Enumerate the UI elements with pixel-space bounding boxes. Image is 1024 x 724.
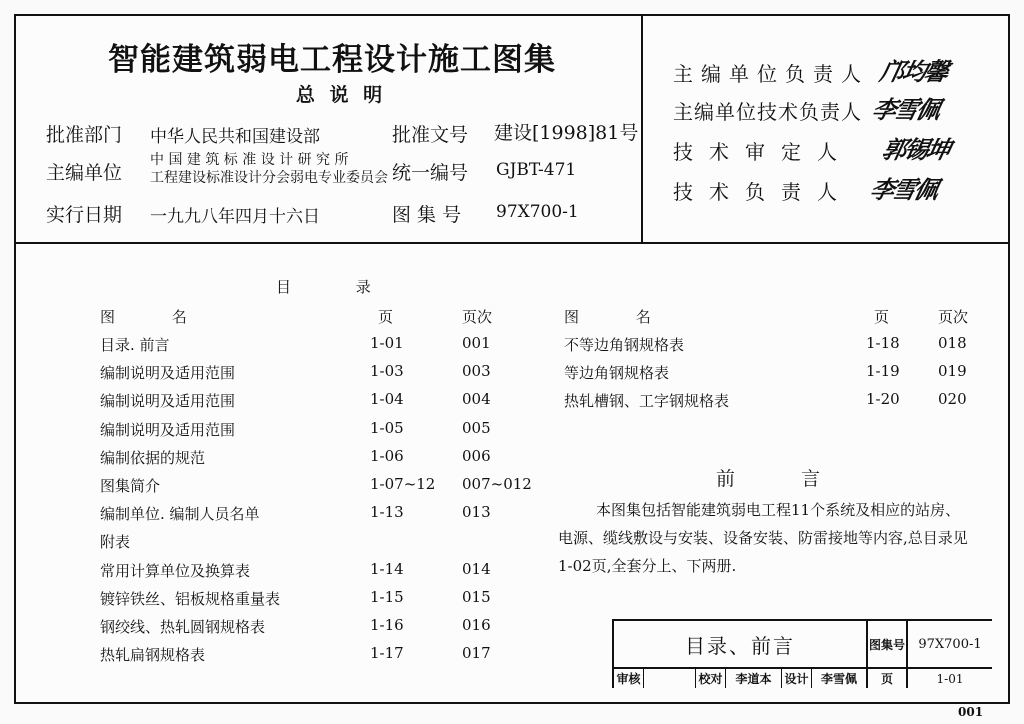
signature: 郭锡坤 <box>879 135 952 164</box>
toc-entry-name: 不等边角钢规格表 <box>564 336 685 354</box>
title-block <box>612 619 992 688</box>
signature: 李雪佩 <box>867 175 940 204</box>
toc-entry-page: 1-03 <box>370 362 404 381</box>
effective-date-label: 实行日期 <box>46 204 123 226</box>
toc-col-name: 图 名 <box>564 308 677 326</box>
toc-entry-page-no: 020 <box>938 390 967 409</box>
toc-entry-page: 1-15 <box>370 587 404 606</box>
toc-entry-page: 1-18 <box>866 334 900 352</box>
toc-entry-page: 1-01 <box>370 334 404 352</box>
toc-list-right <box>564 332 994 417</box>
toc-entry-page-no: 005 <box>462 418 491 437</box>
toc-entry <box>100 586 560 614</box>
toc-entry <box>100 417 560 445</box>
toc-entry-name: 镀锌铁丝、铝板规格重量表 <box>100 589 281 608</box>
header <box>16 16 1008 244</box>
toc-entry <box>564 332 994 360</box>
toc-heading: 目 录 <box>276 278 401 296</box>
toc-entry <box>100 558 560 586</box>
checker: 李道本 <box>726 669 782 688</box>
signatory-role: 主编单位负责人 <box>673 62 869 86</box>
toc-entry-name: 图集简介 <box>100 476 161 495</box>
toc-entry <box>100 642 560 670</box>
toc-entry-name: 等边角钢规格表 <box>564 364 670 383</box>
toc-entry <box>100 388 560 416</box>
toc-entry-page-no: 001 <box>462 334 491 352</box>
toc-entry-page-no: 013 <box>462 503 491 522</box>
atlas-no-value: 97X700-1 <box>496 202 579 222</box>
toc-entry-page-no: 016 <box>462 615 491 634</box>
toc-entry-page: 1-16 <box>370 615 404 634</box>
chief-unit-value-line1: 中 国 建 筑 标 准 设 计 研 究 所 <box>150 152 349 168</box>
approval-dept-value: 中华人民共和国建设部 <box>150 127 320 147</box>
toc-col-page-no: 页次 <box>938 308 969 326</box>
toc-list-left <box>100 332 560 670</box>
chief-unit-label: 主编单位 <box>46 162 123 184</box>
drawing-frame <box>14 14 1010 704</box>
toc-col-page: 页 <box>378 308 394 326</box>
toc-entry-page-no: 014 <box>462 559 491 578</box>
toc-entry <box>100 332 560 360</box>
atlas-title: 智能建筑弱电工程设计施工图集 <box>108 42 556 78</box>
toc-entry-page: 1-13 <box>370 503 404 522</box>
toc-entry <box>100 445 560 473</box>
atlas-no-label: 图集号 <box>868 621 908 669</box>
signatory-role: 技术审定人 <box>673 140 853 164</box>
toc-entry-name: 编制说明及适用范围 <box>100 420 236 439</box>
toc-entry-page: 1-19 <box>866 362 900 381</box>
toc-entry-page-no: 004 <box>462 390 491 409</box>
toc-entry-page: 1-14 <box>370 559 404 578</box>
atlas-subtitle: 总 说 明 <box>295 84 387 106</box>
toc-entry-page-no: 006 <box>462 446 491 465</box>
preface-text: 本图集包括智能建筑弱电工程11个系统及相应的站房、电源、缆线敷设与安装、设备安装、防雷接地等内容,总目录见1-02页,全套分上、下两册. <box>558 501 968 575</box>
toc-entry-page: 1-07~12 <box>370 474 436 493</box>
header-info <box>16 16 643 242</box>
review-label: 审核 <box>614 669 644 688</box>
reviewer-signature <box>644 669 696 688</box>
toc-section <box>100 529 560 557</box>
toc-entry-page-no: 018 <box>938 334 967 352</box>
unified-no-label: 统一编号 <box>392 162 469 184</box>
toc-entry-name: 编制说明及适用范围 <box>100 364 236 383</box>
toc-entry-name: 目录. 前言 <box>100 336 170 354</box>
signature: 邝均馨 <box>877 57 950 86</box>
page-label: 页 <box>868 669 908 688</box>
preface-title: 前 言 <box>716 468 851 490</box>
design-label: 设计 <box>782 669 812 688</box>
toc-entry-page: 1-04 <box>370 390 404 409</box>
chief-unit-value-line2: 工程建设标准设计分会弱电专业委员会 <box>150 170 388 186</box>
toc-entry-page-no: 019 <box>938 362 967 381</box>
toc-entry-name: 常用计算单位及换算表 <box>100 561 251 580</box>
toc-entry-name: 钢绞线、热轧圆钢规格表 <box>100 617 266 636</box>
atlas-no-label: 图 集 号 <box>392 204 462 226</box>
toc-col-page: 页 <box>874 308 890 326</box>
toc-entry-page: 1-05 <box>370 418 404 437</box>
toc-entry-page: 1-06 <box>370 446 404 465</box>
unified-no-value: GJBT-471 <box>496 160 577 180</box>
check-label: 校对 <box>696 669 726 688</box>
toc-entry-name: 热轧扁钢规格表 <box>100 646 206 665</box>
toc-entry <box>564 360 994 388</box>
approval-doc-label: 批准文号 <box>392 124 469 146</box>
toc-entry <box>100 473 560 501</box>
toc-entry-name: 热轧槽钢、工字钢规格表 <box>564 392 730 411</box>
toc-entry <box>100 360 560 388</box>
toc-entry-page-no: 003 <box>462 362 491 381</box>
sheet-page: 1-01 <box>936 671 964 686</box>
page-number: 001 <box>958 705 984 719</box>
toc-col-name: 图 名 <box>100 308 213 326</box>
signatures <box>645 16 1008 242</box>
approval-dept-label: 批准部门 <box>46 124 123 146</box>
approval-doc-value: 建设[1998]81号 <box>494 122 639 144</box>
toc-entry-name: 编制说明及适用范围 <box>100 392 236 411</box>
designer: 李雪佩 <box>812 669 868 688</box>
atlas-no: 97X700-1 <box>908 621 992 669</box>
toc-col-page-no: 页次 <box>462 308 493 326</box>
toc-section-name: 附表 <box>100 533 131 552</box>
toc-entry-name: 编制单位. 编制人员名单 <box>100 505 260 524</box>
toc-entry-name: 编制依据的规范 <box>100 448 206 467</box>
toc-entry-page-no: 015 <box>462 587 491 606</box>
toc-entry-page: 1-20 <box>866 390 900 409</box>
toc-entry-page: 1-17 <box>370 644 404 663</box>
toc-entry-page-no: 007~012 <box>462 474 532 493</box>
signatory-role: 技术负责人 <box>673 180 853 204</box>
drawing-title: 目录、前言 <box>614 621 868 669</box>
toc-entry <box>100 501 560 529</box>
signatory-role: 主编单位技术负责人 <box>673 100 862 124</box>
effective-date-value: 一九九八年四月十六日 <box>150 207 320 227</box>
toc-entry-page-no: 017 <box>462 644 491 663</box>
toc-entry <box>564 388 994 416</box>
toc-entry <box>100 614 560 642</box>
signature: 李雪佩 <box>869 95 942 124</box>
